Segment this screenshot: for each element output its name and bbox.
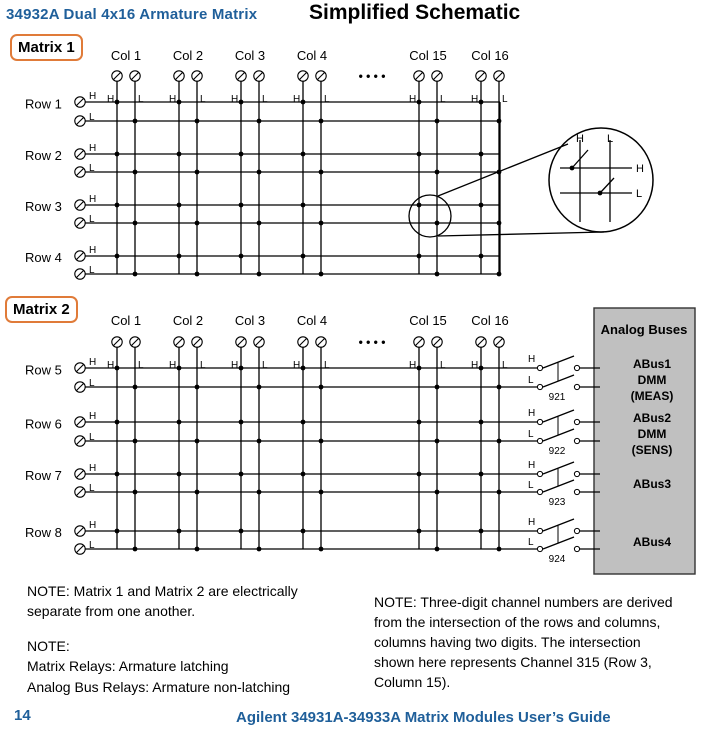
high-wire-label: H <box>169 360 177 371</box>
low-wire-label: L <box>89 112 95 123</box>
column-label: Col 4 <box>296 48 328 63</box>
relay-low-label: L <box>528 429 534 440</box>
relay-contact-icon <box>537 384 542 389</box>
low-wire-label: L <box>262 360 268 371</box>
low-wire-label: L <box>89 483 95 494</box>
low-wire-label: L <box>89 163 95 174</box>
zoomed-intersection-circle <box>549 128 653 232</box>
high-wire-label: H <box>409 360 417 371</box>
high-wire-label: H <box>169 94 177 105</box>
low-wire-label: L <box>502 94 508 105</box>
relay-contact-icon <box>537 365 542 370</box>
page-number: 14 <box>14 707 31 724</box>
relay-low-label: L <box>528 537 534 548</box>
document-section-title: 34932A Dual 4x16 Armature Matrix <box>6 6 258 23</box>
row-label: Row 2 <box>25 148 62 163</box>
magnifier-line <box>438 232 604 236</box>
high-wire-label: H <box>89 245 97 256</box>
relay-contact-icon <box>537 546 542 551</box>
relay-contact-icon <box>574 419 579 424</box>
row-label: Row 8 <box>25 525 62 540</box>
high-wire-label: H <box>89 143 97 154</box>
relay-contact-icon <box>574 384 579 389</box>
analog-bus-label: ABus3 <box>632 477 672 491</box>
high-wire-label: H <box>471 360 479 371</box>
high-wire-label: H <box>107 360 115 371</box>
zoom-l-label: L <box>606 133 614 145</box>
column-label: Col 4 <box>296 313 328 328</box>
row-label: Row 7 <box>25 468 62 483</box>
column-label: Col 15 <box>409 313 447 328</box>
high-wire-label: H <box>409 94 417 105</box>
high-wire-label: H <box>471 94 479 105</box>
column-label: Col 16 <box>471 48 509 63</box>
low-wire-label: L <box>89 265 95 276</box>
relay-contact-icon <box>537 489 542 494</box>
zoom-h-row-label: H <box>636 163 644 175</box>
relay-channel-label: 924 <box>548 554 566 565</box>
column-ellipsis: • • • • <box>358 69 386 83</box>
analog-bus-label: ABus2 <box>632 411 672 425</box>
column-label: Col 15 <box>409 48 447 63</box>
analog-bus-panel-title: Analog Buses <box>600 322 688 337</box>
column-label: Col 3 <box>234 48 266 63</box>
row-label: Row 4 <box>25 250 62 265</box>
analog-bus-label: (MEAS) <box>630 389 674 403</box>
low-wire-label: L <box>138 94 144 105</box>
column-label: Col 1 <box>110 48 142 63</box>
low-wire-label: L <box>502 360 508 371</box>
magnifier-line <box>438 144 568 196</box>
high-wire-label: H <box>231 94 239 105</box>
relay-contact-icon <box>537 528 542 533</box>
low-wire-label: L <box>324 360 330 371</box>
low-wire-label: L <box>138 360 144 371</box>
column-label: Col 2 <box>172 313 204 328</box>
note-matrix-relays: Matrix Relays: Armature latching <box>27 658 229 674</box>
row-label: Row 1 <box>25 96 62 112</box>
column-label: Col 2 <box>172 48 204 63</box>
relay-contact-icon <box>574 471 579 476</box>
high-wire-label: H <box>293 94 301 105</box>
relay-contact-icon <box>574 438 579 443</box>
magnifier-circle <box>409 195 451 237</box>
relay-high-label: H <box>528 354 536 365</box>
low-wire-label: L <box>89 540 95 551</box>
row-label: Row 5 <box>25 362 62 378</box>
low-wire-label: L <box>89 378 95 389</box>
relay-channel-label: 922 <box>548 446 566 457</box>
analog-bus-label: DMM <box>637 427 667 441</box>
low-wire-label: L <box>440 360 446 371</box>
row-label: Row 3 <box>25 199 62 214</box>
low-wire-label: L <box>200 360 206 371</box>
high-wire-label: H <box>231 360 239 371</box>
relay-channel-label: 921 <box>548 392 566 403</box>
analog-bus-label: DMM <box>637 373 667 387</box>
analog-bus-label: ABus1 <box>632 357 672 371</box>
relay-high-label: H <box>528 460 536 471</box>
column-label: Col 16 <box>471 313 509 328</box>
matrix-1-label: Matrix 1 <box>10 34 83 61</box>
note-relays-heading: NOTE: <box>27 638 70 654</box>
relay-contact-icon <box>574 546 579 551</box>
analog-bus-label: (SENS) <box>631 443 673 457</box>
high-wire-label: H <box>293 360 301 371</box>
low-wire-label: L <box>324 94 330 105</box>
page-title: Simplified Schematic <box>309 1 521 24</box>
high-wire-label: H <box>89 91 97 102</box>
column-label: Col 1 <box>110 313 142 328</box>
relay-channel-label: 923 <box>548 497 566 508</box>
low-wire-label: L <box>89 432 95 443</box>
relay-contact-icon <box>537 471 542 476</box>
low-wire-label: L <box>262 94 268 105</box>
high-wire-label: H <box>89 194 97 205</box>
relay-contact-icon <box>574 489 579 494</box>
note-matrix-separation: NOTE: Matrix 1 and Matrix 2 are electrically separate from one another. <box>27 583 298 619</box>
zoom-l-row-label: L <box>636 188 643 200</box>
relay-low-label: L <box>528 480 534 491</box>
zoom-h-label: H <box>576 133 584 145</box>
relay-contact-icon <box>574 365 579 370</box>
matrix-2-label: Matrix 2 <box>5 296 78 323</box>
high-wire-label: H <box>89 357 97 368</box>
relay-contact-icon <box>537 438 542 443</box>
relay-contact-icon <box>574 528 579 533</box>
analog-bus-label: ABus4 <box>632 535 672 549</box>
guide-title: Agilent 34931A-34933A Matrix Modules User’s Guide <box>236 709 611 726</box>
column-label: Col 3 <box>234 313 266 328</box>
relay-low-label: L <box>528 375 534 386</box>
relay-high-label: H <box>528 408 536 419</box>
high-wire-label: H <box>89 520 97 531</box>
relay-high-label: H <box>528 517 536 528</box>
column-ellipsis: • • • • <box>358 335 386 349</box>
high-wire-label: H <box>107 94 115 105</box>
high-wire-label: H <box>89 411 97 422</box>
relay-contact-icon <box>537 419 542 424</box>
row-label: Row 6 <box>25 416 62 432</box>
junction-dot <box>598 191 603 196</box>
high-wire-label: H <box>89 463 97 474</box>
junction-dot <box>570 166 575 171</box>
note-bus-relays: Analog Bus Relays: Armature non-latching <box>27 679 291 695</box>
note-channel-numbering: NOTE: Three-digit channel numbers are derived from the intersection of the rows and columns, columns having two digits. The intersection shown here represents Channel 315 (Row 3, Column 15). <box>374 594 673 690</box>
low-wire-label: L <box>89 214 95 225</box>
low-wire-label: L <box>440 94 446 105</box>
low-wire-label: L <box>200 94 206 105</box>
